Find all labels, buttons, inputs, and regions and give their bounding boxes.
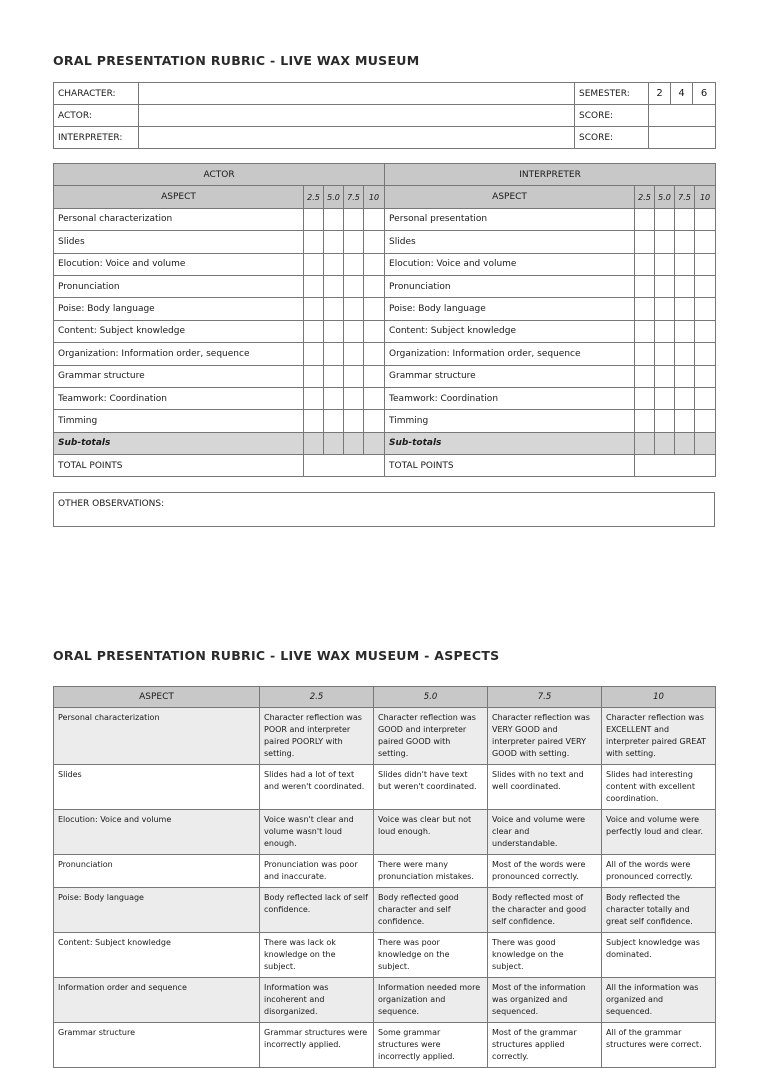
actor-score-cell[interactable] xyxy=(364,208,385,230)
actor-score-cell[interactable] xyxy=(304,343,324,365)
actor-aspect-label: Teamwork: Coordination xyxy=(54,387,304,409)
aspect-descriptor: Slides had interesting content with excellent coordination. xyxy=(602,765,716,810)
actor-field[interactable] xyxy=(139,105,575,127)
interpreter-score-cell[interactable] xyxy=(655,231,675,253)
aspect-name: Pronunciation xyxy=(54,855,260,888)
interpreter-subtotal-cell[interactable] xyxy=(655,432,675,454)
actor-score-cell[interactable] xyxy=(304,410,324,432)
actor-score-cell[interactable] xyxy=(364,387,385,409)
interpreter-score-cell[interactable] xyxy=(655,208,675,230)
aspect-row xyxy=(54,1023,716,1068)
actor-score-cell[interactable] xyxy=(364,231,385,253)
aspects-title: ORAL PRESENTATION RUBRIC - LIVE WAX MUSEUM - ASPECTS xyxy=(53,648,500,663)
actor-subtotal-cell[interactable] xyxy=(364,432,385,454)
aspect-descriptor: There was good knowledge on the subject. xyxy=(488,933,602,978)
interpreter-score-cell[interactable] xyxy=(655,320,675,342)
interpreter-score-cell[interactable] xyxy=(695,275,716,297)
character-label: CHARACTER: xyxy=(54,83,139,105)
aspect-descriptor: Slides didn't have text but weren't coordinated. xyxy=(374,765,488,810)
actor-score-cell[interactable] xyxy=(304,365,324,387)
actor-total-label: TOTAL POINTS xyxy=(54,455,304,477)
aspect-descriptor: All of the grammar structures were correct. xyxy=(602,1023,716,1068)
actor-score-cell[interactable] xyxy=(324,208,344,230)
interpreter-aspect-label: Elocution: Voice and volume xyxy=(385,253,635,275)
interpreter-aspect-label: Slides xyxy=(385,231,635,253)
aspect-name: Poise: Body language xyxy=(54,888,260,933)
actor-score-cell[interactable] xyxy=(324,387,344,409)
interpreter-score-cell[interactable] xyxy=(675,298,695,320)
interpreter-score-cell[interactable] xyxy=(635,231,655,253)
interpreter-score-cell[interactable] xyxy=(635,320,655,342)
interpreter-aspect-label: Timming xyxy=(385,410,635,432)
actor-score-cell[interactable] xyxy=(344,343,364,365)
interpreter-aspect-label: Teamwork: Coordination xyxy=(385,387,635,409)
actor-score-cell[interactable] xyxy=(364,275,385,297)
interpreter-subtotal-cell[interactable] xyxy=(635,432,655,454)
actor-subtotal-cell[interactable] xyxy=(324,432,344,454)
interpreter-label: INTERPRETER: xyxy=(54,127,139,149)
interpreter-score-cell[interactable] xyxy=(675,410,695,432)
interpreter-aspect-label: Organization: Information order, sequence xyxy=(385,343,635,365)
actor-section-header: ACTOR xyxy=(54,164,385,186)
actor-score-cell[interactable] xyxy=(364,410,385,432)
interpreter-score-cell[interactable] xyxy=(675,208,695,230)
aspect-row xyxy=(54,810,716,855)
actor-score-cell[interactable] xyxy=(344,365,364,387)
interpreter-score-cell[interactable] xyxy=(635,365,655,387)
aspect-descriptor: Voice was clear but not loud enough. xyxy=(374,810,488,855)
subtotals-row xyxy=(54,432,716,454)
aspect-descriptor: All of the words were pronounced correctly. xyxy=(602,855,716,888)
aspect-descriptor: Information was incoherent and disorganized. xyxy=(260,978,374,1023)
aspect-name: Elocution: Voice and volume xyxy=(54,810,260,855)
actor-score-cell[interactable] xyxy=(364,253,385,275)
aspect-descriptor: Body reflected most of the character and good self confidence. xyxy=(488,888,602,933)
semester-option-6[interactable]: 6 xyxy=(693,83,716,105)
total-points-row xyxy=(54,455,716,477)
actor-score-cell[interactable] xyxy=(344,320,364,342)
actor-scale-header: 7.5 xyxy=(344,186,364,208)
interpreter-score-cell[interactable] xyxy=(695,298,716,320)
score-row xyxy=(54,410,716,432)
actor-score-cell[interactable] xyxy=(324,275,344,297)
aspect-descriptor: Voice and volume were perfectly loud and clear. xyxy=(602,810,716,855)
aspect-descriptor: Slides with no text and well coordinated. xyxy=(488,765,602,810)
score-row xyxy=(54,298,716,320)
actor-score-cell[interactable] xyxy=(364,298,385,320)
aspect-descriptor: Most of the words were pronounced correctly. xyxy=(488,855,602,888)
actor-score-cell[interactable] xyxy=(344,208,364,230)
interpreter-score-cell[interactable] xyxy=(675,275,695,297)
actor-score-cell[interactable] xyxy=(344,298,364,320)
actor-aspect-label: Pronunciation xyxy=(54,275,304,297)
aspect-descriptor: Character reflection was GOOD and interpreter paired GOOD with setting. xyxy=(374,708,488,765)
actor-score-cell[interactable] xyxy=(324,231,344,253)
interpreter-score-cell[interactable] xyxy=(655,365,675,387)
interpreter-subtotals-label: Sub-totals xyxy=(385,432,635,454)
score-row xyxy=(54,275,716,297)
interpreter-score-cell[interactable] xyxy=(695,208,716,230)
interpreter-field[interactable] xyxy=(139,127,575,149)
score-row xyxy=(54,365,716,387)
aspect-descriptor: Voice wasn't clear and volume wasn't loud enough. xyxy=(260,810,374,855)
interpreter-aspect-header: ASPECT xyxy=(385,186,635,208)
actor-score-cell[interactable] xyxy=(364,343,385,365)
interpreter-score-cell[interactable] xyxy=(655,387,675,409)
aspects-header-aspect: ASPECT xyxy=(54,687,260,708)
aspect-descriptor: There was poor knowledge on the subject. xyxy=(374,933,488,978)
aspect-descriptor: Body reflected good character and self confidence. xyxy=(374,888,488,933)
actor-score-cell[interactable] xyxy=(304,275,324,297)
aspect-row xyxy=(54,855,716,888)
actor-score-cell[interactable] xyxy=(304,387,324,409)
actor-subtotals-label: Sub-totals xyxy=(54,432,304,454)
actor-aspect-label: Grammar structure xyxy=(54,365,304,387)
rubric-title: ORAL PRESENTATION RUBRIC - LIVE WAX MUSEUM xyxy=(53,53,420,68)
interpreter-score-cell[interactable] xyxy=(635,208,655,230)
aspect-descriptor: Most of the information was organized and sequenced. xyxy=(488,978,602,1023)
score-row xyxy=(54,253,716,275)
aspects-header-7-5: 7.5 xyxy=(488,687,602,708)
interpreter-score-cell[interactable] xyxy=(635,253,655,275)
interpreter-score-cell[interactable] xyxy=(655,298,675,320)
actor-aspect-label: Poise: Body language xyxy=(54,298,304,320)
score-row xyxy=(54,320,716,342)
aspect-descriptor: Body reflected the character totally and great self confidence. xyxy=(602,888,716,933)
actor-label: ACTOR: xyxy=(54,105,139,127)
interpreter-score-cell[interactable] xyxy=(695,387,716,409)
interpreter-aspect-label: Grammar structure xyxy=(385,365,635,387)
aspect-descriptor: Subject knowledge was dominated. xyxy=(602,933,716,978)
actor-aspect-label: Slides xyxy=(54,231,304,253)
actor-score-cell[interactable] xyxy=(324,253,344,275)
interpreter-score-cell[interactable] xyxy=(675,253,695,275)
interpreter-scale-header: 5.0 xyxy=(655,186,675,208)
semester-option-4[interactable]: 4 xyxy=(671,83,693,105)
aspect-row xyxy=(54,765,716,810)
actor-aspect-label: Timming xyxy=(54,410,304,432)
actor-scale-header: 10 xyxy=(364,186,385,208)
aspect-descriptor: Character reflection was POOR and interpreter paired POORLY with setting. xyxy=(260,708,374,765)
actor-score-cell[interactable] xyxy=(364,365,385,387)
interpreter-score-cell[interactable] xyxy=(635,387,655,409)
actor-score-cell[interactable] xyxy=(304,253,324,275)
aspect-descriptor: Slides had a lot of text and weren't coordinated. xyxy=(260,765,374,810)
interpreter-score-cell[interactable] xyxy=(695,365,716,387)
actor-score-cell[interactable] xyxy=(344,253,364,275)
interpreter-score-label: SCORE: xyxy=(575,127,649,149)
aspects-table xyxy=(53,686,716,1068)
interpreter-score-cell[interactable] xyxy=(675,387,695,409)
score-row xyxy=(54,208,716,230)
aspects-header-5-0: 5.0 xyxy=(374,687,488,708)
interpreter-score-cell[interactable] xyxy=(635,343,655,365)
interpreter-score-cell[interactable] xyxy=(655,410,675,432)
score-row xyxy=(54,231,716,253)
interpreter-aspect-label: Poise: Body language xyxy=(385,298,635,320)
actor-subtotal-cell[interactable] xyxy=(344,432,364,454)
actor-scale-header: 2.5 xyxy=(304,186,324,208)
interpreter-subtotal-cell[interactable] xyxy=(695,432,716,454)
actor-total-field[interactable] xyxy=(304,455,385,477)
actor-score-cell[interactable] xyxy=(324,298,344,320)
interpreter-score-cell[interactable] xyxy=(695,410,716,432)
aspect-name: Content: Subject knowledge xyxy=(54,933,260,978)
interpreter-score-cell[interactable] xyxy=(675,343,695,365)
aspect-descriptor: Body reflected lack of self confidence. xyxy=(260,888,374,933)
interpreter-score-cell[interactable] xyxy=(695,320,716,342)
actor-score-cell[interactable] xyxy=(304,320,324,342)
actor-score-cell[interactable] xyxy=(344,387,364,409)
actor-score-field[interactable] xyxy=(649,105,716,127)
aspect-name: Grammar structure xyxy=(54,1023,260,1068)
actor-aspect-header: ASPECT xyxy=(54,186,304,208)
aspect-descriptor: There was lack ok knowledge on the subject. xyxy=(260,933,374,978)
interpreter-total-field[interactable] xyxy=(635,455,716,477)
interpreter-aspect-label: Personal presentation xyxy=(385,208,635,230)
actor-aspect-label: Elocution: Voice and volume xyxy=(54,253,304,275)
actor-aspect-label: Personal characterization xyxy=(54,208,304,230)
aspect-row xyxy=(54,708,716,765)
interpreter-score-cell[interactable] xyxy=(635,410,655,432)
aspect-row xyxy=(54,978,716,1023)
other-observations-box[interactable] xyxy=(53,492,715,527)
aspect-row xyxy=(54,888,716,933)
actor-score-cell[interactable] xyxy=(324,410,344,432)
interpreter-score-cell[interactable] xyxy=(675,231,695,253)
interpreter-score-cell[interactable] xyxy=(655,275,675,297)
interpreter-score-cell[interactable] xyxy=(675,365,695,387)
actor-score-cell[interactable] xyxy=(304,231,324,253)
score-row xyxy=(54,387,716,409)
actor-score-cell[interactable] xyxy=(344,410,364,432)
actor-score-cell[interactable] xyxy=(344,231,364,253)
actor-scale-header: 5.0 xyxy=(324,186,344,208)
interpreter-section-header: INTERPRETER xyxy=(385,164,716,186)
interpreter-subtotal-cell[interactable] xyxy=(675,432,695,454)
actor-score-cell[interactable] xyxy=(364,320,385,342)
actor-aspect-label: Content: Subject knowledge xyxy=(54,320,304,342)
interpreter-score-cell[interactable] xyxy=(695,231,716,253)
actor-score-cell[interactable] xyxy=(304,298,324,320)
actor-score-cell[interactable] xyxy=(324,320,344,342)
interpreter-scale-header: 2.5 xyxy=(635,186,655,208)
character-field[interactable] xyxy=(139,83,575,105)
aspect-descriptor: Grammar structures were incorrectly applied. xyxy=(260,1023,374,1068)
aspect-descriptor: Information needed more organization and sequence. xyxy=(374,978,488,1023)
interpreter-score-cell[interactable] xyxy=(635,298,655,320)
actor-score-cell[interactable] xyxy=(324,365,344,387)
interpreter-score-cell[interactable] xyxy=(695,253,716,275)
other-observations-label: OTHER OBSERVATIONS: xyxy=(58,499,165,509)
interpreter-score-cell[interactable] xyxy=(695,343,716,365)
interpreter-scale-header: 10 xyxy=(695,186,716,208)
interpreter-score-cell[interactable] xyxy=(655,343,675,365)
actor-score-cell[interactable] xyxy=(344,275,364,297)
student-info-table xyxy=(53,82,716,149)
aspect-descriptor: Character reflection was VERY GOOD and interpreter paired VERY GOOD with setting. xyxy=(488,708,602,765)
score-table xyxy=(53,163,716,477)
actor-score-cell[interactable] xyxy=(324,343,344,365)
actor-score-cell[interactable] xyxy=(304,208,324,230)
interpreter-aspect-label: Content: Subject knowledge xyxy=(385,320,635,342)
aspects-header-2-5: 2.5 xyxy=(260,687,374,708)
interpreter-total-label: TOTAL POINTS xyxy=(385,455,635,477)
aspect-descriptor: Pronunciation was poor and inaccurate. xyxy=(260,855,374,888)
aspect-name: Personal characterization xyxy=(54,708,260,765)
aspects-header-10: 10 xyxy=(602,687,716,708)
actor-subtotal-cell[interactable] xyxy=(304,432,324,454)
interpreter-score-field[interactable] xyxy=(649,127,716,149)
interpreter-score-cell[interactable] xyxy=(635,275,655,297)
aspect-descriptor: There were many pronunciation mistakes. xyxy=(374,855,488,888)
aspect-descriptor: All the information was organized and sequenced. xyxy=(602,978,716,1023)
interpreter-score-cell[interactable] xyxy=(675,320,695,342)
semester-option-2[interactable]: 2 xyxy=(649,83,671,105)
aspect-descriptor: Most of the grammar structures applied correctly. xyxy=(488,1023,602,1068)
score-row xyxy=(54,343,716,365)
actor-score-label: SCORE: xyxy=(575,105,649,127)
aspect-descriptor: Character reflection was EXCELLENT and interpreter paired GREAT with setting. xyxy=(602,708,716,765)
aspect-name: Slides xyxy=(54,765,260,810)
semester-label: SEMESTER: xyxy=(575,83,649,105)
interpreter-scale-header: 7.5 xyxy=(675,186,695,208)
aspect-descriptor: Some grammar structures were incorrectly applied. xyxy=(374,1023,488,1068)
aspect-name: Information order and sequence xyxy=(54,978,260,1023)
actor-aspect-label: Organization: Information order, sequence xyxy=(54,343,304,365)
interpreter-score-cell[interactable] xyxy=(655,253,675,275)
interpreter-aspect-label: Pronunciation xyxy=(385,275,635,297)
aspect-row xyxy=(54,933,716,978)
aspect-descriptor: Voice and volume were clear and understandable. xyxy=(488,810,602,855)
